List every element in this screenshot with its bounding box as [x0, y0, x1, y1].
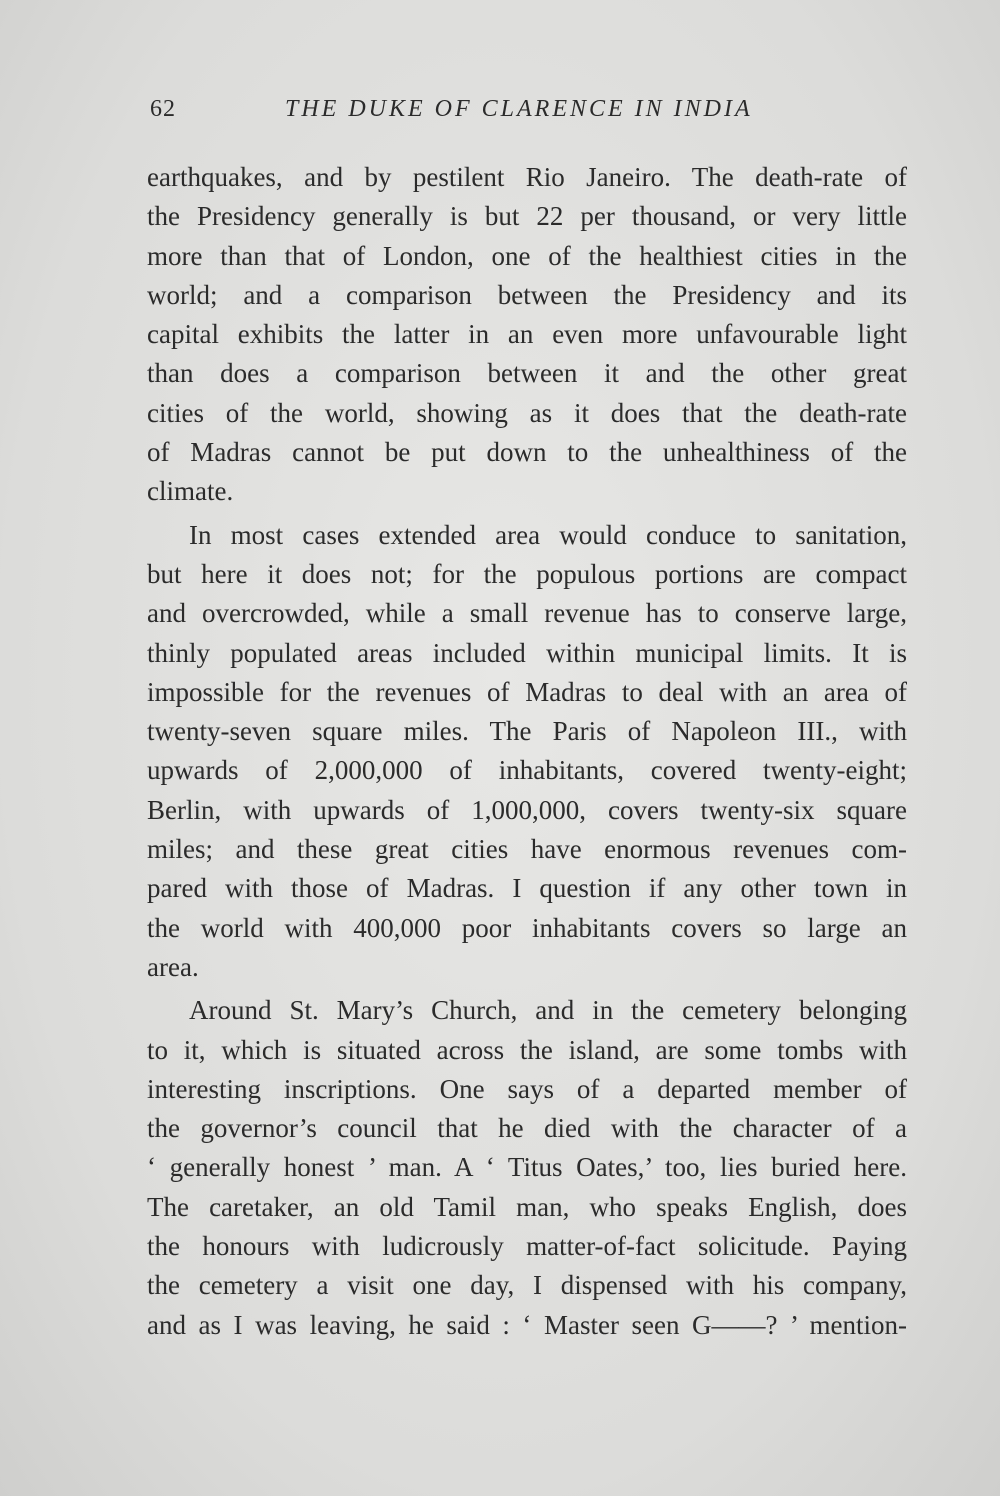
text-line: the world with 400,000 poor inhabitants covers so large an [147, 912, 907, 943]
text-line: twenty-seven square miles. The Paris of Napoleon III., with [147, 716, 907, 747]
page-number: 62 [150, 96, 176, 122]
text-line: the governor’s council that he died with the character of a [147, 1113, 907, 1144]
text-line: and as I was leaving, he said : ‘ Master seen G——? ’ mention- [147, 1309, 907, 1340]
text-line: and overcrowded, while a small revenue has to conserve large, [147, 598, 907, 629]
text-line: Berlin, with upwards of 1,000,000, covers twenty-six square [147, 794, 907, 825]
text-line: world; and a comparison between the Presidency and its [147, 279, 907, 310]
text-line: In most cases extended area would conduce to sanitation, [189, 519, 907, 550]
text-line: impossible for the revenues of Madras to deal with an area of [147, 676, 907, 707]
text-line: to it, which is situated across the island, are some tombs with [147, 1034, 907, 1065]
text-line: the cemetery a visit one day, I dispensed with his company, [147, 1270, 907, 1301]
text-line: earthquakes, and by pestilent Rio Janeiro. The death-rate of [147, 162, 907, 192]
text-line: of Madras cannot be put down to the unhealthiness of the [147, 437, 907, 468]
text-line: The caretaker, an old Tamil man, who speaks English, does [147, 1191, 907, 1222]
text-line: the honours with ludicrously matter-of-fact solicitude. Paying [147, 1231, 907, 1262]
paragraph-1 [147, 158, 907, 512]
text-line: cities of the world, showing as it does that the death-rate [147, 397, 907, 428]
text-line: Around St. Mary’s Church, and in the cemetery belonging [189, 995, 907, 1026]
text-line: area. [147, 951, 199, 982]
text-line: ‘ generally honest ’ man. A ‘ Titus Oates,’ too, lies buried here. [147, 1152, 907, 1183]
text-line: interesting inscriptions. One says of a departed member of [147, 1073, 907, 1104]
running-head: THE DUKE OF CLARENCE IN INDIA [285, 96, 753, 122]
text-line: more than that of London, one of the healthiest cities in the [147, 240, 907, 271]
text-line: the Presidency generally is but 22 per thousand, or very little [147, 201, 907, 232]
text-line: capital exhibits the latter in an even more unfavourable light [147, 319, 907, 350]
text-line: climate. [147, 476, 234, 507]
page-header [150, 92, 790, 132]
body-text [147, 158, 907, 1345]
text-line: miles; and these great cities have enormous revenues com- [147, 834, 907, 865]
text-line: pared with those of Madras. I question if any other town in [147, 873, 907, 904]
text-line: thinly populated areas included within municipal limits. It is [147, 637, 907, 668]
text-line: but here it does not; for the populous portions are compact [147, 558, 907, 589]
paragraph-2 [147, 516, 907, 988]
paragraph-3 [147, 991, 907, 1345]
text-line: upwards of 2,000,000 of inhabitants, covered twenty-eight; [147, 755, 907, 786]
text-line: than does a comparison between it and the other great [147, 358, 907, 389]
